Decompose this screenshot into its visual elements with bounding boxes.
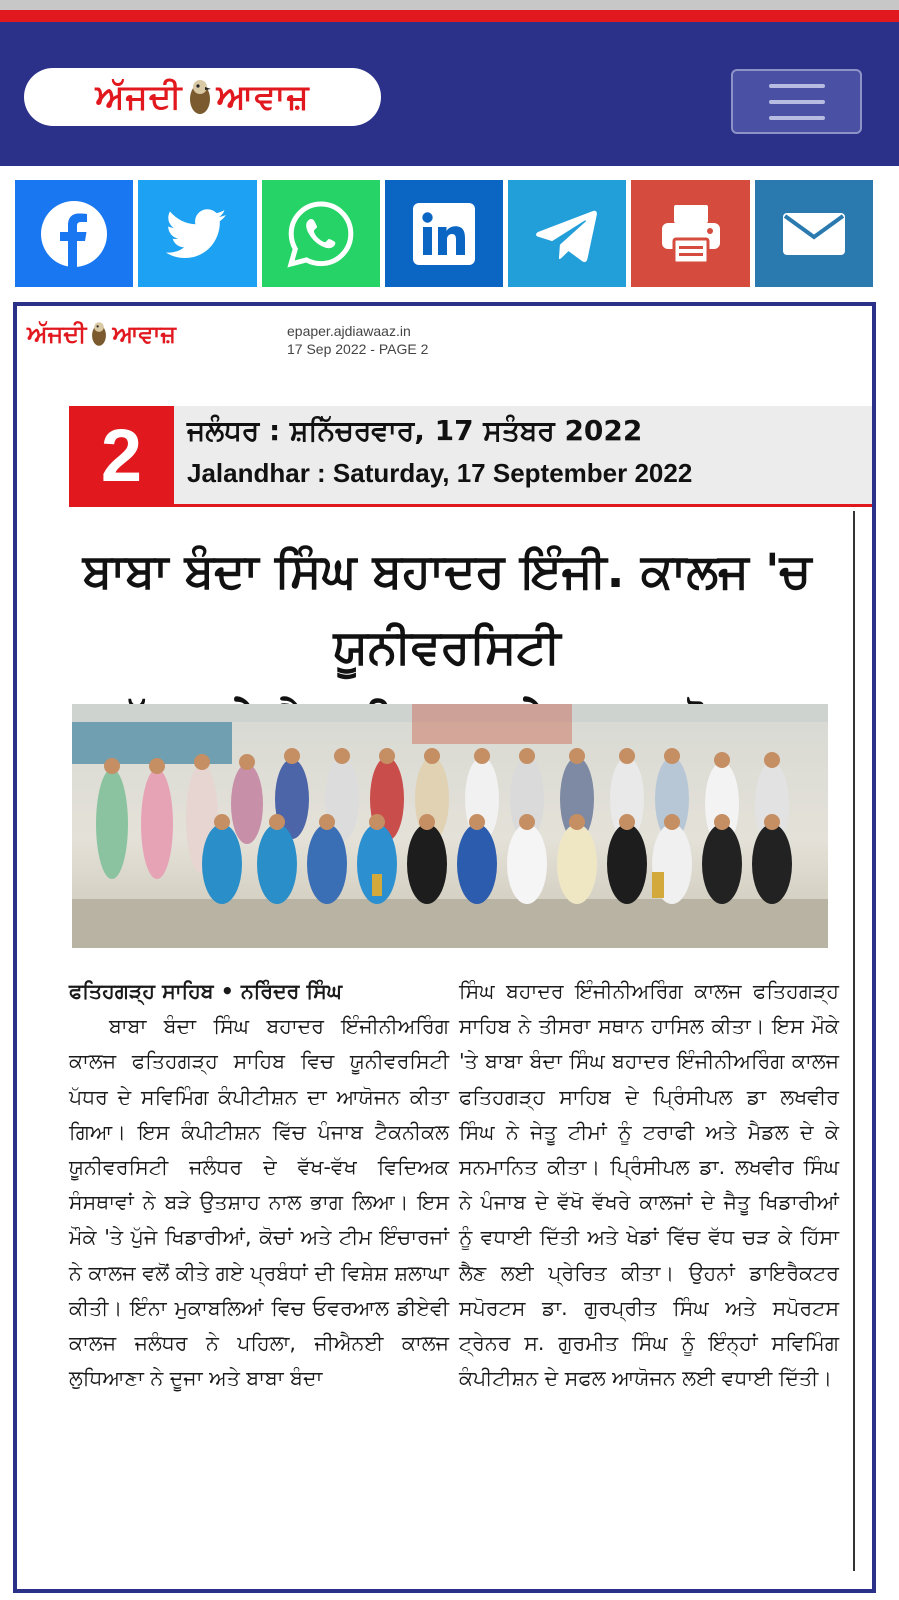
twitter-icon xyxy=(162,199,232,269)
column-rule xyxy=(853,511,855,1571)
article-body-right: ਸਿੰਘ ਬਹਾਦਰ ਇੰਜੀਨੀਅਰਿੰਗ ਕਾਲਜ ਫਤਿਹਗੜ੍ਹ ਸਾਹਿਬ ਨੇ ਤੀਸਰਾ ਸਥਾਨ ਹਾਸਿਲ ਕੀਤਾ। ਇਸ ਮੌਕੇ 'ਤੇ ਬਾਬਾ ਬੰਦਾ ਸਿੰਘ ਬਹਾਦਰ ਇੰਜੀਨੀਅਰਿੰਗ ਕਾਲਜ ਫਤਿਹਗੜ੍ਹ ਸਾਹਿਬ ਦੇ ਪ੍ਰਿੰਸੀਪਲ ਡਾ ਲਖਵੀਰ ਸਿੰਘ ਨੇ ਜੇਤੂ ਟੀਮਾਂ ਨੂੰ ਟਰਾਫੀ ਅਤੇ ਮੈਡਲ ਦੇ ਕੇ ਸਨਮਾਨਿਤ ਕੀਤਾ। ਪ੍ਰਿੰਸੀਪਲ ਡਾ. ਲਖਵੀਰ ਸਿੰਘ ਨੇ ਪੰਜਾਬ ਦੇ ਵੱਖੋ ਵੱਖਰੇ ਕਾਲਜਾਂ ਦੇ ਜੈਤੂ ਖਿਡਾਰੀਆਂ ਨੂੰ ਵਧਾਈ ਦਿੱਤੀ ਅਤੇ ਖੇਡਾਂ ਵਿੱਚ ਵੱਧ ਚੜ ਕੇ ਹਿੱਸਾ ਲੈਣ ਲਈ ਪ੍ਰੇਰਿਤ ਕੀਤਾ। ਉਹਨਾਂ ਡਾਇਰੈਕਟਰ ਸਪੋਰਟਸ ਡਾ. ਗੁਰਪ੍ਰੀਤ ਸਿੰਘ ਅਤੇ ਸਪੋਰਟਸ ਟ੍ਰੇਨਰ ਸ. ਗੁਰਮੀਤ ਸਿੰਘ ਨੂੰ ਇੰਨ੍ਹਾਂ ਸਵਿਮਿੰਗ ਕੰਪੀਟੀਸ਼ਨ ਦੇ ਸਫਲ ਆਯੋਜਨ ਲਈ ਵਧਾਈ ਦਿੱਤੀ। xyxy=(459,979,839,1391)
article-byline: ਫਤਿਹਗੜ੍ਹ ਸਾਹਿਬ • ਨਰਿੰਦਰ ਸਿੰਘ xyxy=(69,979,342,1003)
article-column-left xyxy=(69,974,449,1396)
telegram-icon xyxy=(532,199,602,269)
share-telegram-button[interactable] xyxy=(508,180,626,287)
logo-wordmark xyxy=(95,77,309,117)
group-photo xyxy=(72,704,828,948)
article-column-right xyxy=(459,974,839,1396)
share-facebook-button[interactable] xyxy=(15,180,133,287)
article-body-left: ਬਾਬਾ ਬੰਦਾ ਸਿੰਘ ਬਹਾਦਰ ਇੰਜੀਨੀਅਰਿੰਗ ਕਾਲਜ ਫਤਿਹਗੜ੍ਹ ਸਾਹਿਬ ਵਿਚ ਯੂਨੀਵਰਸਿਟੀ ਪੱਧਰ ਦੇ ਸਵਿਮਿੰਗ ਕੰਪੀਟੀਸ਼ਨ ਦਾ ਆਯੋਜਨ ਕੀਤਾ ਗਿਆ। ਇਸ ਕੰਪੀਟੀਸ਼ਨ ਵਿੱਚ ਪੰਜਾਬ ਟੈਕਨੀਕਲ ਯੂਨੀਵਰਸਿਟੀ ਜਲੰਧਰ ਦੇ ਵੱਖ-ਵੱਖ ਵਿਦਿਅਕ ਸੰਸਥਾਵਾਂ ਨੇ ਬੜੇ ਉਤਸ਼ਾਹ ਨਾਲ ਭਾਗ ਲਿਆ। ਇਸ ਮੌਕੇ 'ਤੇ ਪੁੱਜੇ ਖਿਡਾਰੀਆਂ, ਕੋਚਾਂ ਅਤੇ ਟੀਮ ਇੰਚਾਰਜਾਂ ਨੇ ਕਾਲਜ ਵਲੋਂ ਕੀਤੇ ਗਏ ਪ੍ਰਬੰਧਾਂ ਦੀ ਵਿਸ਼ੇਸ਼ ਸ਼ਲਾਘਾ ਕੀਤੀ। ਇੰਨਾ ਮੁਕਾਬਲਿਆਂ ਵਿਚ ਓਵਰਆਲ ਡੀਏਵੀ ਕਾਲਜ ਜਲੰਧਰ ਨੇ ਪਹਿਲਾ, ਜੀਐਨਈ ਕਾਲਜ ਲੁਧਿਆਣਾ ਨੇ ਦੂਜਾ ਅਤੇ ਬਾਬਾ ਬੰਦਾ xyxy=(69,1014,449,1391)
facebook-icon xyxy=(39,199,109,269)
headline-line-1: ਬਾਬਾ ਬੰਦਾ ਸਿੰਘ ਬਹਾਦਰ ਇੰਜੀ. ਕਾਲਜ 'ਚ ਯੂਨੀਵਰਸਿਟੀ xyxy=(82,544,812,675)
share-email-button[interactable] xyxy=(755,180,873,287)
share-twitter-button[interactable] xyxy=(138,180,256,287)
epaper-url: epaper.ajdiawaaz.in xyxy=(287,323,411,339)
epaper-date: 17 Sep 2022 - PAGE 2 xyxy=(287,341,429,357)
epaper-source xyxy=(287,322,428,358)
envelope-icon xyxy=(779,199,849,269)
whatsapp-icon xyxy=(286,199,356,269)
top-red-rule xyxy=(0,10,899,22)
epaper-logo xyxy=(27,320,176,348)
logo-text-left: ਅੱਜਦੀ xyxy=(95,77,183,117)
share-linkedin-button[interactable] xyxy=(385,180,503,287)
dateline-english: Jalandhar : Saturday, 17 September 2022 xyxy=(187,458,693,488)
bird-logo-icon xyxy=(187,77,213,117)
bird-logo-icon xyxy=(90,320,108,348)
hamburger-bar xyxy=(769,116,825,120)
page-number: 2 xyxy=(69,406,174,504)
dateline-banner xyxy=(69,406,872,504)
share-bar xyxy=(15,180,873,287)
dateline-rule xyxy=(69,504,872,507)
epaper-clipping xyxy=(13,302,876,1593)
group-photo-illustration xyxy=(72,704,828,948)
share-print-button[interactable] xyxy=(631,180,749,287)
logo-text-right: ਆਵਾਜ਼ xyxy=(216,77,310,117)
mini-logo-left: ਅੱਜਦੀ xyxy=(27,320,87,348)
printer-icon xyxy=(656,199,726,269)
share-whatsapp-button[interactable] xyxy=(262,180,380,287)
linkedin-icon xyxy=(409,199,479,269)
site-logo[interactable] xyxy=(24,68,381,126)
hamburger-menu-button[interactable] xyxy=(731,69,862,134)
hamburger-icon xyxy=(769,84,825,88)
status-strip xyxy=(0,0,899,10)
site-header xyxy=(0,22,899,166)
mini-logo-right: ਆਵਾਜ਼ xyxy=(112,320,177,348)
dateline-punjabi: ਜਲੰਧਰ : ਸ਼ਨਿੱਚਰਵਾਰ, 17 ਸਤੰਬਰ 2022 xyxy=(187,414,643,447)
hamburger-bar xyxy=(769,100,825,104)
